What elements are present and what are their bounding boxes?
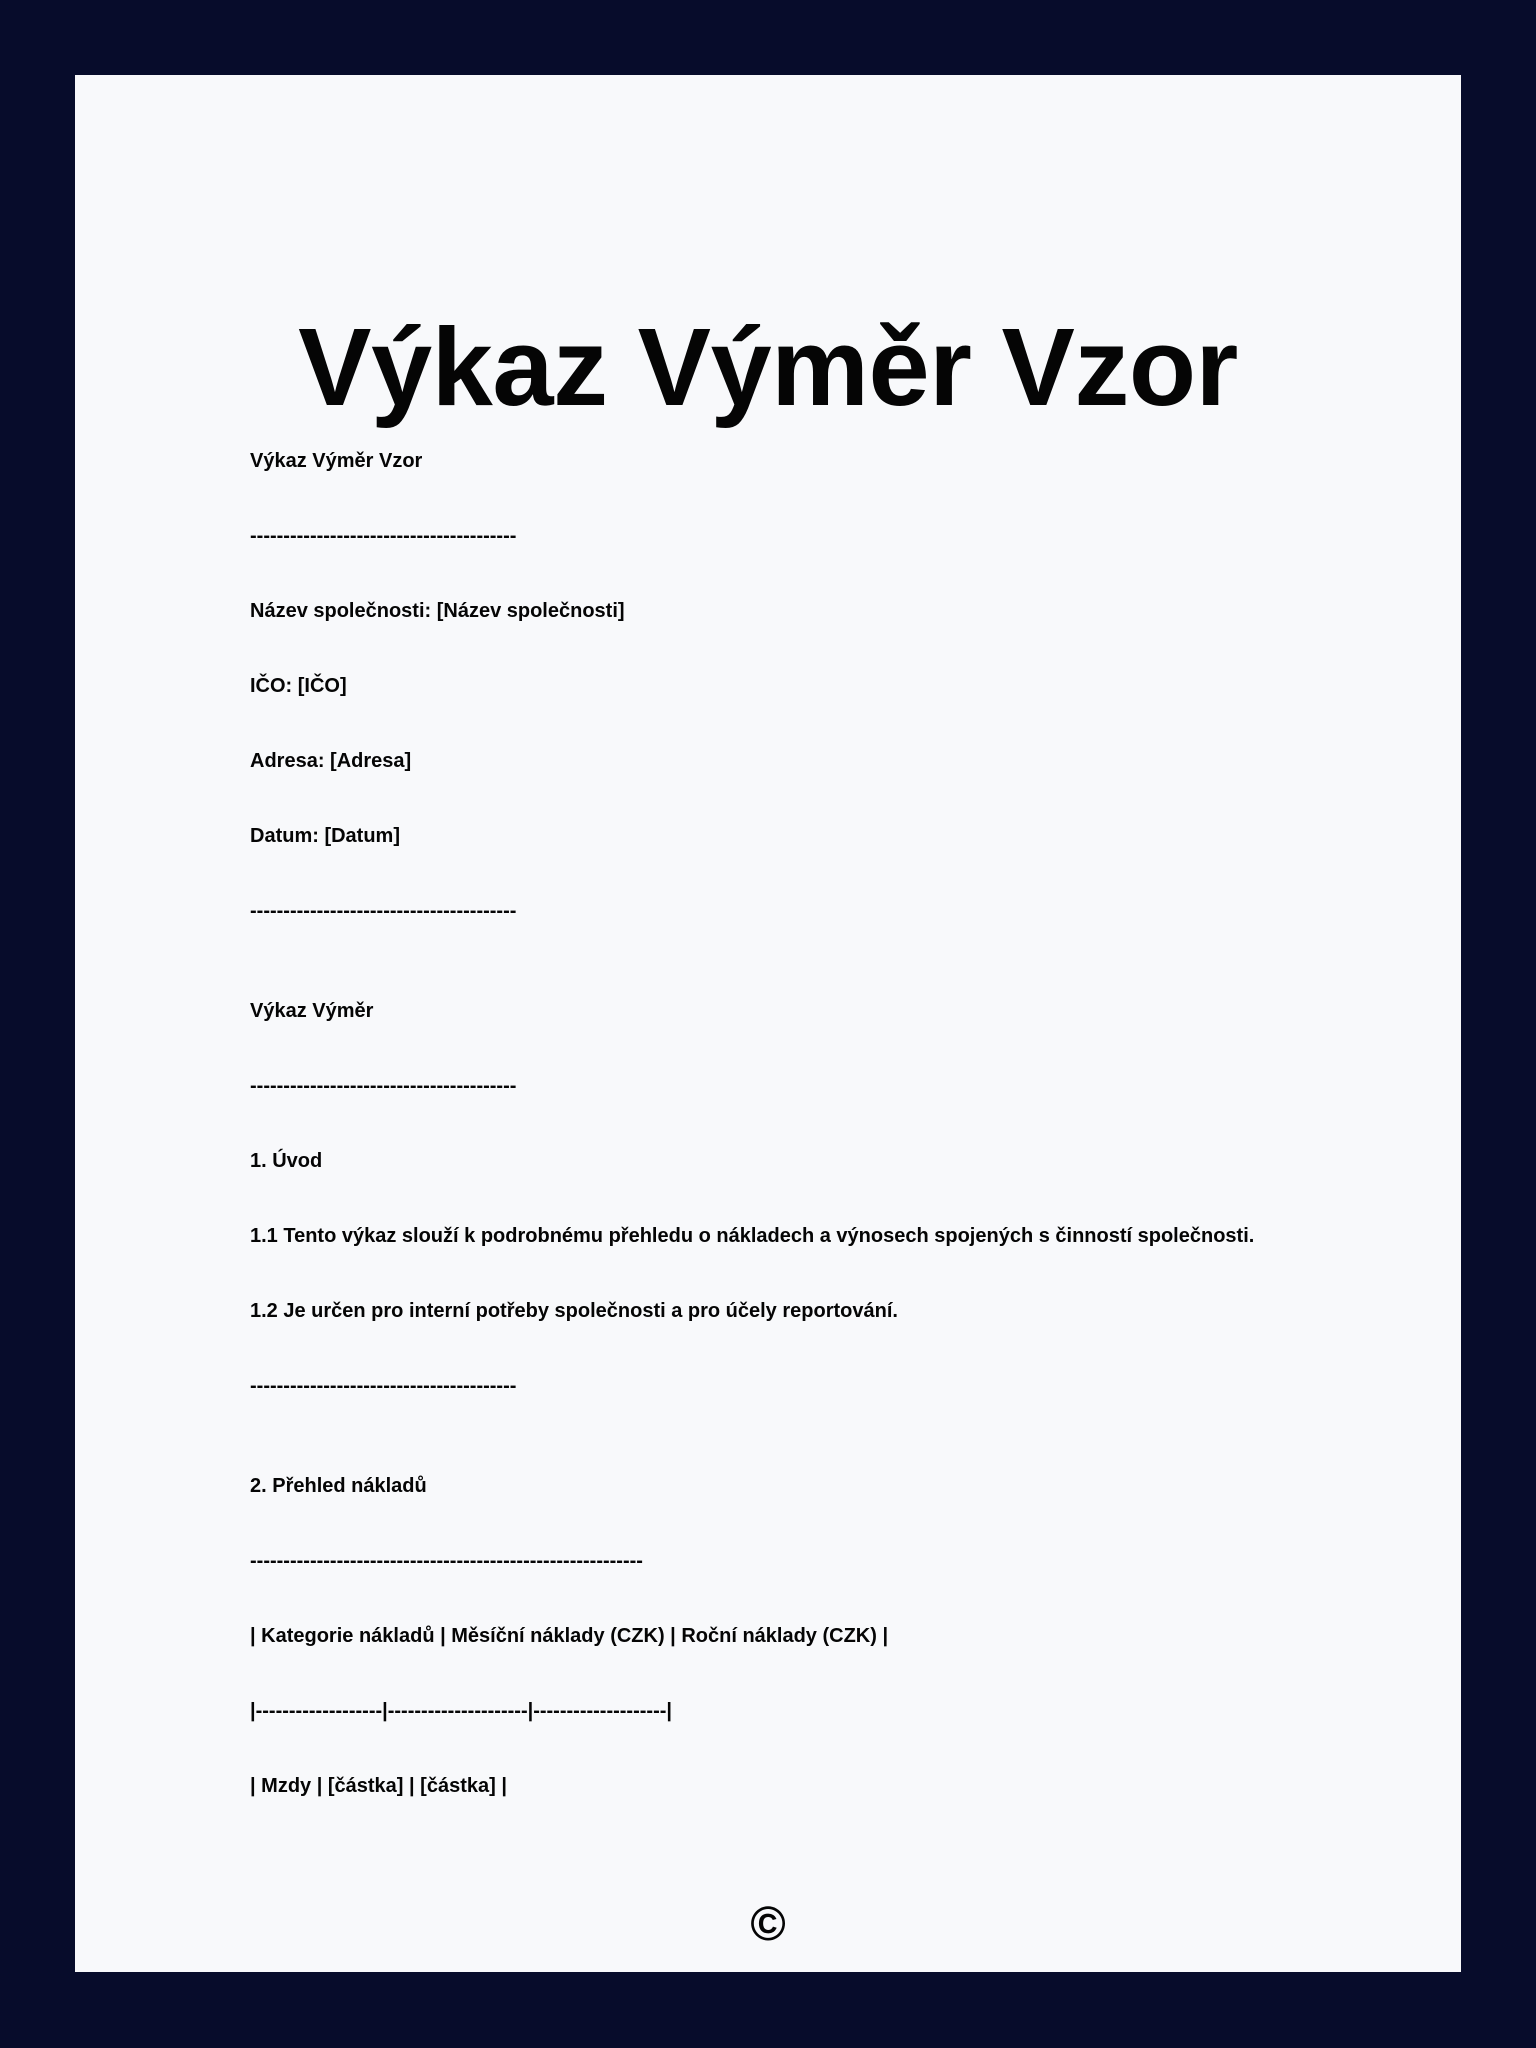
paragraph-1-2: 1.2 Je určen pro interní potřeby společnosti a pro účely reportování. — [250, 1300, 898, 1322]
section-heading: Výkaz Výměr — [250, 1000, 374, 1022]
section-intro-heading: 1. Úvod — [250, 1150, 323, 1172]
table-header-row: | Kategorie nákladů | Měsíční náklady (CZK) | Roční náklady (CZK) | — [250, 1625, 889, 1647]
ico-line: IČO: [IČO] — [250, 675, 347, 697]
separator-line: ---------------------------------------- — [250, 1375, 517, 1397]
copyright-icon: © — [750, 1898, 786, 1951]
date-line: Datum: [Datum] — [250, 825, 400, 847]
table-divider-row: |-------------------|---------------------|--------------------| — [250, 1700, 672, 1722]
document-page — [75, 75, 1461, 1972]
separator-line: ---------------------------------------- — [250, 1075, 517, 1097]
table-row-wages: | Mzdy | [částka] | [částka] | — [250, 1775, 507, 1797]
document-title: Výkaz Výměr Vzor — [298, 306, 1238, 429]
separator-line: ---------------------------------------- — [250, 525, 517, 547]
paragraph-1-1: 1.1 Tento výkaz slouží k podrobnému přehledu o nákladech a výnosech spojených s činností společnosti. — [250, 1225, 1255, 1247]
separator-line: ----------------------------------------------------------- — [250, 1550, 643, 1572]
doc-heading: Výkaz Výměr Vzor — [250, 450, 423, 472]
section-costs-heading: 2. Přehled nákladů — [250, 1475, 427, 1497]
address-line: Adresa: [Adresa] — [250, 750, 412, 772]
separator-line: ---------------------------------------- — [250, 900, 517, 922]
company-name-line: Název společnosti: [Název společnosti] — [250, 600, 625, 622]
